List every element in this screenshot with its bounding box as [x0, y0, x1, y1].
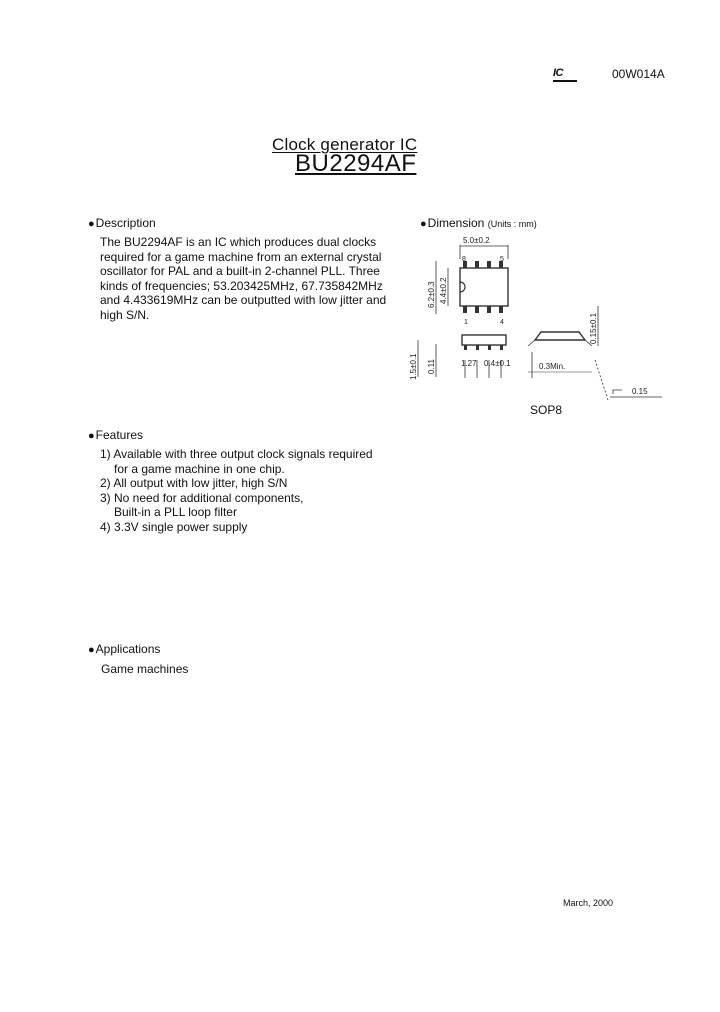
pin	[475, 261, 479, 268]
feature-item-continuation: Built-in a PLL loop filter	[114, 505, 237, 520]
dim-label-min-length: 0.3Min.	[539, 362, 566, 371]
bullet-icon: ●	[88, 218, 95, 230]
description-line: oscillator for PAL and a built-in 2-channel PLL. Three	[100, 264, 380, 279]
bullet-icon: ●	[88, 430, 95, 442]
feature-item: 1) Available with three output clock signals required	[100, 447, 373, 461]
pin	[487, 306, 491, 313]
part-number-title: BU2294AF	[295, 150, 417, 177]
pin	[475, 306, 479, 313]
document-number: 00W014A	[612, 67, 665, 81]
pin	[488, 345, 491, 350]
pin1-notch	[460, 282, 465, 292]
pin	[499, 306, 503, 313]
category-title: Clock generator IC	[272, 135, 418, 154]
description-body	[100, 235, 400, 323]
dim-label-height: 6.2±0.3	[427, 281, 436, 308]
dimension-heading-text: Dimension	[427, 216, 485, 230]
dim-label-body-width: 4.4±0.2	[439, 277, 448, 304]
pin-label-8: 8	[462, 256, 466, 263]
dim-label-width: 5.0±0.2	[463, 236, 490, 245]
lead-profile	[528, 340, 592, 346]
detail-line	[595, 360, 608, 400]
sop8-package-drawing	[410, 232, 670, 402]
pin	[500, 345, 503, 350]
feature-item-continuation: for a game machine in one chip.	[114, 461, 285, 476]
application-item: Game machines	[101, 662, 189, 676]
description-line: high S/N.	[100, 307, 150, 322]
bullet-icon: ●	[420, 218, 427, 230]
bullet-icon: ●	[88, 644, 95, 656]
applications-heading-text: Applications	[95, 642, 161, 656]
applications-heading	[88, 642, 160, 656]
pin	[464, 345, 467, 350]
dim-label-thickness: 1.5±0.1	[409, 353, 418, 380]
pin	[476, 345, 479, 350]
dim-label-lead-thickness: 0.15±0.1	[589, 312, 598, 344]
description-line: kinds of frequencies; 53.203425MHz, 67.735842MHz	[100, 278, 383, 293]
dim-label-flatness: 0.15	[632, 387, 648, 396]
pin	[463, 306, 467, 313]
flatness-symbol	[613, 390, 622, 394]
feature-item: 3) No need for additional components,	[100, 490, 304, 505]
package-body-top-view	[460, 268, 508, 306]
dim-label-lead-width: 0.4±0.1	[484, 359, 511, 368]
ic-logo: IC	[553, 68, 577, 82]
dimension-heading	[420, 216, 537, 230]
dimension-units: (Units : mm)	[487, 219, 537, 229]
pin-label-1: 1	[464, 319, 468, 326]
package-body-side-view	[462, 335, 506, 345]
pin-label-4: 4	[500, 319, 504, 326]
package-body-end-view	[535, 332, 585, 340]
pin	[487, 261, 491, 268]
feature-item: 4) 3.3V single power supply	[100, 519, 248, 534]
description-heading	[88, 216, 156, 230]
description-line: required for a game machine from an external crystal	[100, 249, 382, 264]
description-line: The BU2294AF is an IC which produces dual clocks	[100, 235, 377, 249]
features-heading-text: Features	[95, 428, 144, 442]
description-heading-text: Description	[95, 216, 156, 230]
description-line: and 4.433619MHz can be outputted with low jitter and	[100, 293, 387, 308]
dim-label-standoff: 0.11	[427, 359, 436, 374]
features-list	[100, 447, 373, 535]
feature-item: 2) All output with low jitter, high S/N	[100, 476, 288, 491]
footer-date: March, 2000	[563, 898, 614, 908]
dim-label-pitch: 1.27	[461, 359, 477, 368]
pin-label-5: 5	[500, 256, 504, 263]
features-heading	[88, 428, 143, 442]
package-name: SOP8	[530, 403, 563, 417]
